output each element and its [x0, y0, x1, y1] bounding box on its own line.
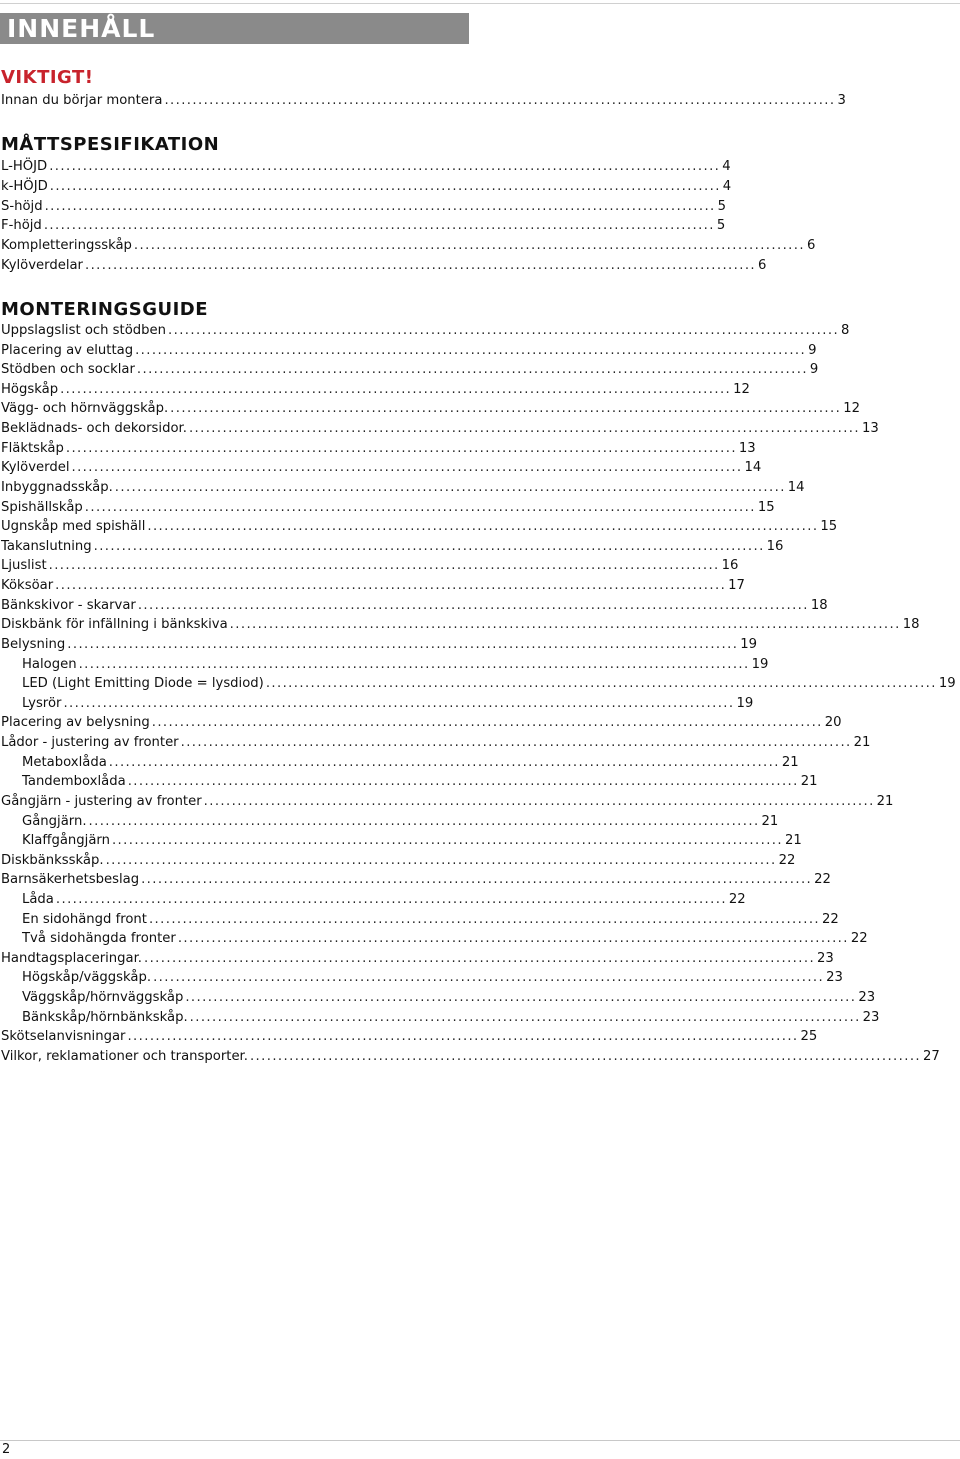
toc-entry[interactable] — [22, 1008, 880, 1027]
toc-entry[interactable] — [22, 929, 868, 948]
toc-entry-label: Barnsäkerhetsbeslag — [1, 872, 140, 888]
section-heading-viktigt: VIKTIGT! — [1, 67, 94, 88]
toc-entry[interactable] — [1, 596, 828, 615]
dot-leader: ........................................................................................................................ — [63, 695, 735, 711]
dot-leader: ........................................................................................................................ — [203, 793, 875, 809]
toc-entry-page: 23 — [817, 950, 834, 966]
toc-entry[interactable] — [1, 439, 756, 458]
toc-entry-label: Spishällskåp — [1, 499, 83, 515]
dot-leader: ........................................................................................................................ — [43, 218, 715, 234]
toc-entry[interactable] — [1, 870, 831, 889]
toc-entry[interactable] — [22, 988, 876, 1007]
footer-rule — [0, 1440, 960, 1441]
toc-entry-page: 4 — [722, 159, 731, 174]
dot-leader: ........................................................................................................................ — [49, 159, 721, 174]
dot-leader: ........................................................................................................................ — [249, 1048, 921, 1064]
toc-entry[interactable] — [22, 753, 799, 772]
toc-entry-page: 6 — [806, 238, 816, 254]
toc-entry[interactable] — [1, 556, 739, 575]
toc-entry-page: 16 — [766, 538, 784, 554]
toc-entry-label: Uppslagslist och stödben — [1, 323, 167, 338]
page-title: INNEHÅLL — [7, 14, 156, 43]
toc-entry-page: 22 — [728, 891, 746, 907]
toc-entry-page: 13 — [861, 421, 879, 437]
toc-entry-page: 19 — [938, 676, 956, 692]
dot-leader: ........................................................................................................................ — [137, 597, 809, 613]
toc-entry[interactable] — [1, 517, 838, 536]
toc-entry-page: 14 — [744, 460, 762, 476]
dot-leader: ........................................................................................................................ — [189, 1009, 861, 1025]
toc-entry[interactable] — [1, 851, 796, 870]
dot-leader: ........................................................................................................................ — [180, 735, 852, 751]
toc-entry-label: Placering av belysning — [1, 715, 150, 731]
dot-leader: ........................................................................................................................ — [229, 617, 901, 633]
toc-entry[interactable] — [1, 360, 819, 379]
toc-entry-label: F-höjd — [1, 218, 42, 234]
toc-entry-label: Köksöar — [1, 578, 54, 594]
toc-entry[interactable] — [22, 694, 754, 713]
toc-entry[interactable] — [1, 1027, 818, 1046]
toc-entry[interactable] — [1, 1047, 940, 1066]
dot-leader: ........................................................................................................................ — [88, 813, 760, 829]
toc-entry-page: 15 — [820, 519, 838, 535]
toc-entry-label: En sidohängd front — [22, 911, 147, 927]
toc-entry[interactable] — [1, 419, 879, 438]
toc-entry[interactable] — [22, 910, 839, 929]
toc-entry-page: 14 — [787, 479, 805, 495]
toc-entry[interactable] — [1, 498, 775, 517]
dot-leader: ........................................................................................................................ — [168, 323, 840, 338]
toc-entry[interactable] — [1, 216, 726, 235]
toc-entry-label: Metaboxlåda — [22, 754, 107, 770]
toc-entry-label: Inbyggnadsskåp. — [1, 479, 113, 495]
toc-entry-label: Diskbänk för infällning i bänkskiva — [1, 617, 228, 633]
toc-entry[interactable] — [22, 968, 843, 987]
dot-leader: ........................................................................................................................ — [55, 578, 727, 594]
toc-entry-page: 19 — [751, 656, 769, 672]
toc-entry-page: 22 — [822, 911, 839, 927]
toc-entry[interactable] — [1, 537, 784, 556]
toc-entry-label: S-höjd — [1, 198, 43, 214]
toc-entry[interactable] — [1, 197, 727, 216]
toc-entry-label: k-HÖJD — [1, 178, 48, 194]
toc-entry-label: Lådor - justering av fronter — [1, 735, 179, 751]
toc-entry[interactable] — [22, 655, 769, 674]
toc-entry-label: Tandemboxlåda — [22, 774, 126, 790]
toc-entry-label: Bänkskåp/hörnbänkskåp. — [22, 1009, 188, 1025]
toc-entry-page: 22 — [850, 931, 868, 947]
toc-entry-page: 5 — [716, 218, 726, 234]
toc-entry-page: 25 — [800, 1029, 818, 1045]
toc-entry[interactable] — [1, 91, 846, 110]
toc-entry-page: 12 — [733, 381, 750, 397]
dot-leader: ........................................................................................................................ — [164, 93, 836, 108]
toc-entry-page: 27 — [923, 1048, 940, 1064]
section-heading-mattspesifikation: MÅTTSPESIFIKATION — [1, 134, 220, 155]
toc-entry-page: 5 — [717, 198, 727, 214]
toc-entry[interactable] — [1, 341, 817, 360]
toc-entry[interactable] — [1, 177, 732, 196]
toc-entry-page: 4 — [722, 178, 732, 194]
toc-entry[interactable] — [1, 615, 920, 634]
toc-entry-label: Kylöverdelar — [1, 258, 83, 273]
toc-entry-page: 23 — [858, 990, 876, 1006]
toc-entry-page: 12 — [843, 401, 860, 417]
toc-entry-page: 21 — [853, 735, 871, 751]
dot-leader: ........................................................................................................................ — [127, 774, 799, 790]
toc-entry-label: Placering av eluttag — [1, 342, 134, 358]
dot-leader: ........................................................................................................................ — [127, 1029, 799, 1045]
title-bar — [0, 13, 469, 44]
dot-leader: ........................................................................................................................ — [78, 656, 750, 672]
toc-entry[interactable] — [1, 321, 850, 340]
toc-entry-page: 9 — [809, 362, 819, 378]
dot-leader: ........................................................................................................................ — [185, 990, 857, 1006]
toc-entry-page: 17 — [728, 578, 745, 594]
toc-entry-label: Kompletteringsskåp — [1, 238, 132, 254]
dot-leader: ........................................................................................................................ — [177, 931, 849, 947]
toc-entry-label: Högskåp/väggskåp. — [22, 970, 152, 986]
toc-entry-label: Låda — [22, 891, 54, 907]
toc-entry-page: 19 — [740, 636, 758, 652]
toc-entry-page: 18 — [810, 597, 828, 613]
dot-leader: ........................................................................................................................ — [141, 872, 813, 888]
toc-entry-label: Fläktskåp — [1, 440, 64, 456]
dot-leader: ........................................................................................................................ — [188, 421, 860, 437]
dot-leader: ........................................................................................................................ — [65, 440, 737, 456]
toc-entry-page: 23 — [862, 1009, 880, 1025]
toc-entry-label: Vägg- och hörnväggskåp. — [1, 401, 169, 417]
top-rule — [0, 3, 960, 4]
toc-entry[interactable] — [1, 733, 871, 752]
dot-leader: ........................................................................................................................ — [133, 238, 805, 254]
toc-entry-label: Skötselanvisningar — [1, 1029, 126, 1045]
toc-entry[interactable] — [1, 635, 758, 654]
dot-leader: ........................................................................................................................ — [114, 479, 786, 495]
toc-entry-label: Ljuslist — [1, 558, 47, 574]
toc-entry-label: Gångjärn - justering av fronter — [1, 793, 202, 809]
section-heading-monteringsguide: MONTERINGSGUIDE — [1, 299, 209, 320]
dot-leader: ........................................................................................................................ — [135, 342, 807, 358]
toc-entry-label: Innan du börjar montera — [1, 93, 163, 108]
toc-entry[interactable] — [1, 380, 750, 399]
toc-entry-page: 22 — [778, 852, 796, 868]
dot-leader: ........................................................................................................................ — [148, 911, 820, 927]
dot-leader: ........................................................................................................................ — [105, 852, 777, 868]
toc-entry-page: 16 — [721, 558, 739, 574]
toc-entry-label: Klaffgångjärn — [22, 833, 110, 849]
toc-entry-label: Halogen — [22, 656, 77, 672]
toc-entry-label: L-HÖJD — [1, 159, 48, 174]
toc-entry-page: 6 — [758, 258, 767, 273]
toc-entry-page: 15 — [757, 499, 775, 515]
dot-leader: ........................................................................................................................ — [55, 891, 727, 907]
dot-leader: ........................................................................................................................ — [48, 558, 720, 574]
toc-entry-page: 22 — [814, 872, 831, 888]
toc-entry-page: 19 — [736, 695, 754, 711]
dot-leader: ........................................................................................................................ — [93, 538, 765, 554]
toc-entry-label: Stödben och socklar — [1, 362, 135, 378]
toc-entry[interactable] — [1, 792, 894, 811]
toc-entry[interactable] — [1, 949, 834, 968]
page-number: 2 — [2, 1442, 11, 1457]
toc-entry[interactable] — [1, 157, 731, 176]
toc-entry[interactable] — [1, 256, 767, 275]
toc-entry-label: Väggskåp/hörnväggskåp — [22, 990, 184, 1006]
toc-entry-label: Gångjärn. — [22, 813, 87, 829]
dot-leader: ........................................................................................................................ — [170, 401, 842, 417]
toc-entry[interactable] — [1, 458, 762, 477]
dot-leader: ........................................................................................................................ — [67, 636, 739, 652]
toc-entry-label: Ugnskåp med spishäll — [1, 519, 146, 535]
toc-entry-page: 21 — [761, 813, 779, 829]
toc-entry-page: 21 — [800, 774, 818, 790]
toc-entry[interactable] — [1, 399, 860, 418]
toc-entry-page: 20 — [824, 715, 842, 731]
dot-leader: ........................................................................................................................ — [84, 499, 756, 515]
toc-entry-label: Beklädnads- och dekorsidor. — [1, 421, 187, 437]
toc-entry-page: 21 — [781, 754, 799, 770]
dot-leader: ........................................................................................................................ — [60, 381, 732, 397]
toc-entry[interactable] — [22, 812, 779, 831]
toc-entry-page: 9 — [808, 342, 817, 358]
toc-entry-page: 8 — [841, 323, 850, 338]
toc-entry-page: 21 — [784, 833, 802, 849]
toc-entry-label: Handtagsplaceringar. — [1, 950, 142, 966]
dot-leader: ........................................................................................................................ — [144, 950, 816, 966]
toc-entry[interactable] — [1, 236, 816, 255]
dot-leader: ........................................................................................................................ — [111, 833, 783, 849]
dot-leader: ........................................................................................................................ — [108, 754, 780, 770]
toc-entry[interactable] — [22, 772, 818, 791]
toc-entry-label: Vilkor, reklamationer och transporter. — [1, 1048, 248, 1064]
toc-entry-label: LED (Light Emitting Diode = lysdiod) — [22, 676, 264, 692]
toc-entry-page: 23 — [826, 970, 843, 986]
toc-entry[interactable] — [22, 674, 956, 693]
toc-entry-page: 3 — [837, 93, 846, 108]
toc-entry-page: 13 — [738, 440, 756, 456]
toc-entry-label: Kylöverdel — [1, 460, 70, 476]
dot-leader: ........................................................................................................................ — [84, 258, 757, 273]
dot-leader: ........................................................................................................................ — [265, 676, 937, 692]
toc-entry-label: Två sidohängda fronter — [22, 931, 176, 947]
toc-entry[interactable] — [22, 890, 746, 909]
toc-entry-label: Bänkskivor - skarvar — [1, 597, 136, 613]
dot-leader: ........................................................................................................................ — [153, 970, 825, 986]
toc-entry-label: Takanslutning — [1, 538, 92, 554]
dot-leader: ........................................................................................................................ — [151, 715, 823, 731]
dot-leader: ........................................................................................................................ — [49, 178, 721, 194]
toc-entry-page: 18 — [902, 617, 920, 633]
toc-entry-page: 21 — [876, 793, 894, 809]
toc-entry[interactable] — [1, 478, 805, 497]
toc-entry[interactable] — [1, 576, 745, 595]
toc-entry-label: Diskbänksskåp. — [1, 852, 104, 868]
toc-entry[interactable] — [1, 713, 842, 732]
toc-entry-label: Belysning — [1, 636, 66, 652]
dot-leader: ........................................................................................................................ — [71, 460, 743, 476]
dot-leader: ........................................................................................................................ — [147, 519, 819, 535]
dot-leader: ........................................................................................................................ — [136, 362, 808, 378]
toc-entry-label: Högskåp — [1, 381, 59, 397]
toc-entry[interactable] — [22, 831, 802, 850]
toc-entry-label: Lysrör — [22, 695, 62, 711]
dot-leader: ........................................................................................................................ — [44, 198, 716, 214]
